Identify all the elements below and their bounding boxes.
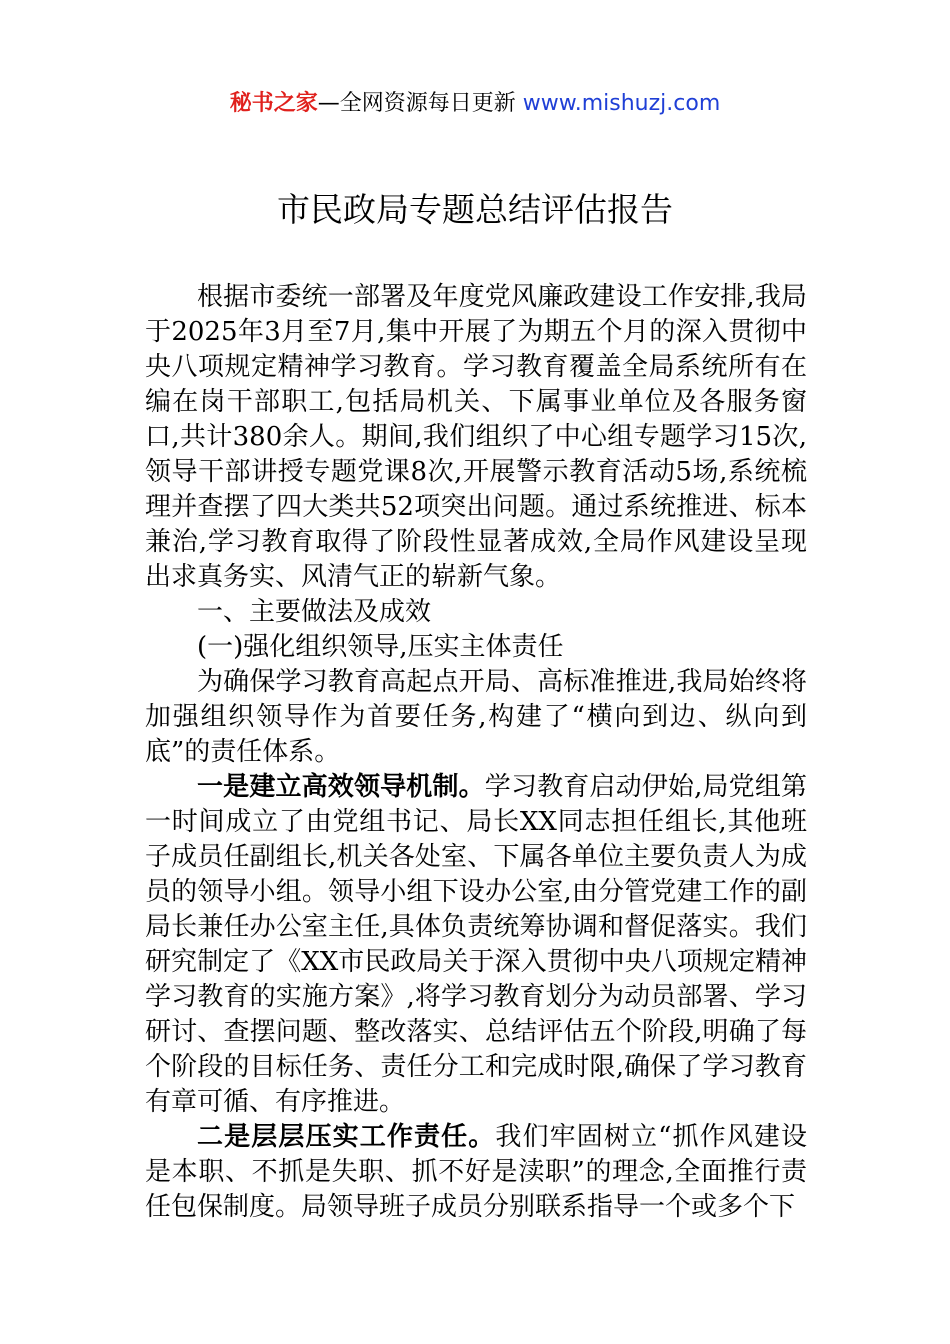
responsibility-paragraph: [145, 1120, 807, 1225]
document-body: [145, 280, 807, 1225]
site-name: 秘书之家: [229, 91, 318, 116]
paragraph-lead: 一是建立高效领导机制。: [197, 772, 485, 802]
section-heading: 一、主要做法及成效: [197, 597, 432, 627]
intro-paragraph: 根据市委统一部署及年度党风廉政建设工作安排,我局于2025年3月至7月,集中开展了为期五个月的深入贯彻中央八项规定精神学习教育。学习教育覆盖全局系统所有在编在岗干部职工,包括局机关、下属事业单位及各服务窗口,共计380余人。期间,我们组织了中心组专题学习15次,领导干部讲授专题党课8次,开展警示教育活动5场,系统梳理并查摆了四大类共52项突出问题。通过系统推进、标本兼治,学习教育取得了阶段性显著成效,全局作风建设呈现出求真务实、风清气正的崭新气象。: [145, 282, 807, 592]
subsection-heading: (一)强化组织领导,压实主体责任: [197, 632, 564, 662]
subsection-intro-paragraph: 为确保学习教育高起点开局、高标准推进,我局始终将加强组织领导作为首要任务,构建了“横向到边、纵向到底”的责任体系。: [145, 667, 807, 767]
paragraph-body: 我们牢固树立“抓作风建设是本职、不抓是失职、抓不好是渎职”的理念,全面推行责任包保制度。局领导班子成员分别联系指导一个或多个下: [145, 1122, 807, 1222]
site-url-link[interactable]: www.mishuzj.com: [522, 91, 721, 116]
paragraph-body: 学习教育启动伊始,局党组第一时间成立了由党组书记、局长XX同志担任组长,其他班子成员任副组长,机关各处室、下属各单位主要负责人为成员的领导小组。领导小组下设办公室,由分管党建工作的副局长兼任办公室主任,具体负责统筹协调和督促落实。我们研究制定了《XX市民政局关于深入贯彻中央八项规定精神学习教育的实施方案》,将学习教育划分为动员部署、学习研讨、查摆问题、整改落实、总结评估五个阶段,明确了每个阶段的目标任务、责任分工和完成时限,确保了学习教育有章可循、有序推进。: [145, 772, 807, 1117]
paragraph-lead: 二是层层压实工作责任。: [197, 1122, 496, 1152]
site-tagline: —全网资源每日更新: [317, 91, 523, 116]
document-title: 市民政局专题总结评估报告: [277, 190, 673, 229]
site-header: [0, 88, 950, 120]
leadership-mechanism-paragraph: [145, 770, 807, 1120]
